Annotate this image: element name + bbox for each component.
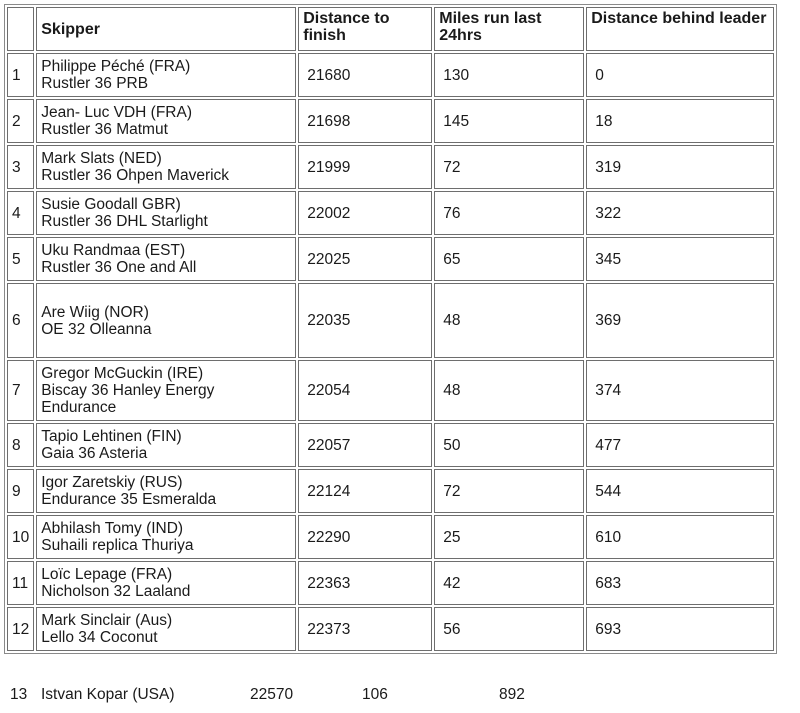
boat-name: Endurance 35 Esmeralda [41, 491, 217, 508]
rank-cell: 4 [7, 191, 34, 235]
behind-cell: 322 [586, 191, 774, 235]
skipper-cell [36, 360, 296, 421]
skipper-cell [36, 561, 296, 605]
skipper-name: Mark Sinclair (Aus) [41, 612, 173, 629]
skipper-name: Mark Slats (NED) [41, 150, 162, 167]
behind-header: Distance behind leader [586, 7, 774, 51]
behind-cell: 0 [586, 53, 774, 97]
skipper-name: Abhilash Tomy (IND) [41, 520, 184, 537]
table-row [7, 237, 774, 281]
rank-cell: 12 [7, 607, 34, 651]
miles-cell: 42 [434, 561, 584, 605]
boat-name: Rustler 36 PRB [41, 75, 149, 92]
behind-cell: 544 [586, 469, 774, 513]
skipper-name: Philippe Péché (FRA) [41, 58, 191, 75]
skipper-cell [36, 237, 296, 281]
table-row [7, 53, 774, 97]
table-row [7, 191, 774, 235]
boat-name: Gaia 36 Asteria [41, 445, 148, 462]
boat-name: Suhaili replica Thuriya [41, 537, 194, 554]
table-row [7, 607, 774, 651]
distance-cell: 22057 [298, 423, 432, 467]
table-row [7, 469, 774, 513]
table-row [7, 99, 774, 143]
header-row [7, 7, 774, 51]
table-row [7, 360, 774, 421]
skipper-cell [36, 53, 296, 97]
footer-skipper: Istvan Kopar (USA) [41, 686, 175, 703]
behind-cell: 18 [586, 99, 774, 143]
distance-cell: 22290 [298, 515, 432, 559]
behind-cell: 345 [586, 237, 774, 281]
table-row [7, 515, 774, 559]
behind-cell: 693 [586, 607, 774, 651]
rank-cell: 7 [7, 360, 34, 421]
behind-cell: 477 [586, 423, 774, 467]
skipper-cell [36, 607, 296, 651]
miles-cell: 25 [434, 515, 584, 559]
table-row [7, 145, 774, 189]
footer-distance: 22570 [250, 686, 294, 703]
skipper-name: Tapio Lehtinen (FIN) [41, 428, 182, 445]
behind-cell: 683 [586, 561, 774, 605]
boat-name: Nicholson 32 Laaland [41, 583, 191, 600]
boat-name: Lello 34 Coconut [41, 629, 158, 646]
miles-cell: 130 [434, 53, 584, 97]
miles-cell: 76 [434, 191, 584, 235]
footer-miles: 106 [362, 686, 388, 703]
skipper-header: Skipper [36, 7, 296, 51]
miles-cell: 72 [434, 469, 584, 513]
miles-cell: 50 [434, 423, 584, 467]
miles-cell: 56 [434, 607, 584, 651]
skipper-name: Jean- Luc VDH (FRA) [41, 104, 192, 121]
table-row [7, 561, 774, 605]
rank-cell: 6 [7, 283, 34, 358]
skipper-cell [36, 191, 296, 235]
boat-name: Rustler 36 Matmut [41, 121, 168, 138]
rank-header [7, 7, 34, 51]
rank-cell: 10 [7, 515, 34, 559]
miles-cell: 48 [434, 283, 584, 358]
distance-cell: 22035 [298, 283, 432, 358]
miles-cell: 48 [434, 360, 584, 421]
distance-cell: 21698 [298, 99, 432, 143]
skipper-cell [36, 145, 296, 189]
rank-cell: 3 [7, 145, 34, 189]
distance-cell: 22054 [298, 360, 432, 421]
miles-cell: 72 [434, 145, 584, 189]
behind-cell: 374 [586, 360, 774, 421]
skipper-cell [36, 283, 296, 358]
distance-cell: 21680 [298, 53, 432, 97]
skipper-cell [36, 99, 296, 143]
miles-header: Miles run last 24hrs [434, 7, 584, 51]
skipper-name: Susie Goodall GBR) [41, 196, 181, 213]
rank-cell: 9 [7, 469, 34, 513]
rank-cell: 2 [7, 99, 34, 143]
distance-cell: 22025 [298, 237, 432, 281]
boat-name: Biscay 36 Hanley Energy Endurance [41, 382, 215, 416]
table-row [7, 423, 774, 467]
distance-cell: 22124 [298, 469, 432, 513]
skipper-name: Uku Randmaa (EST) [41, 242, 186, 259]
boat-name: OE 32 Olleanna [41, 320, 152, 338]
miles-cell: 65 [434, 237, 584, 281]
behind-cell: 610 [586, 515, 774, 559]
miles-cell: 145 [434, 99, 584, 143]
skipper-cell [36, 469, 296, 513]
behind-cell: 319 [586, 145, 774, 189]
table-row [7, 283, 774, 358]
skipper-name: Gregor McGuckin (IRE) [41, 365, 204, 382]
skipper-cell [36, 515, 296, 559]
skipper-cell [36, 423, 296, 467]
boat-name: Rustler 36 One and All [41, 259, 197, 276]
distance-cell: 22373 [298, 607, 432, 651]
distance-cell: 22363 [298, 561, 432, 605]
behind-cell: 369 [586, 283, 774, 358]
rank-cell: 5 [7, 237, 34, 281]
rank-cell: 8 [7, 423, 34, 467]
skipper-name: Are Wiig (NOR) [41, 303, 149, 321]
distance-cell: 22002 [298, 191, 432, 235]
footer-behind: 892 [499, 686, 525, 703]
skipper-name: Igor Zaretskiy (RUS) [41, 474, 183, 491]
standings-table [4, 4, 777, 654]
skipper-name: Loïc Lepage (FRA) [41, 566, 173, 583]
rank-cell: 11 [7, 561, 34, 605]
footer-rank: 13 [10, 686, 28, 703]
distance-header: Distance to finish [298, 7, 432, 51]
rank-cell: 1 [7, 53, 34, 97]
boat-name: Rustler 36 DHL Starlight [41, 213, 208, 230]
boat-name: Rustler 36 Ohpen Maverick [41, 167, 230, 184]
distance-cell: 21999 [298, 145, 432, 189]
